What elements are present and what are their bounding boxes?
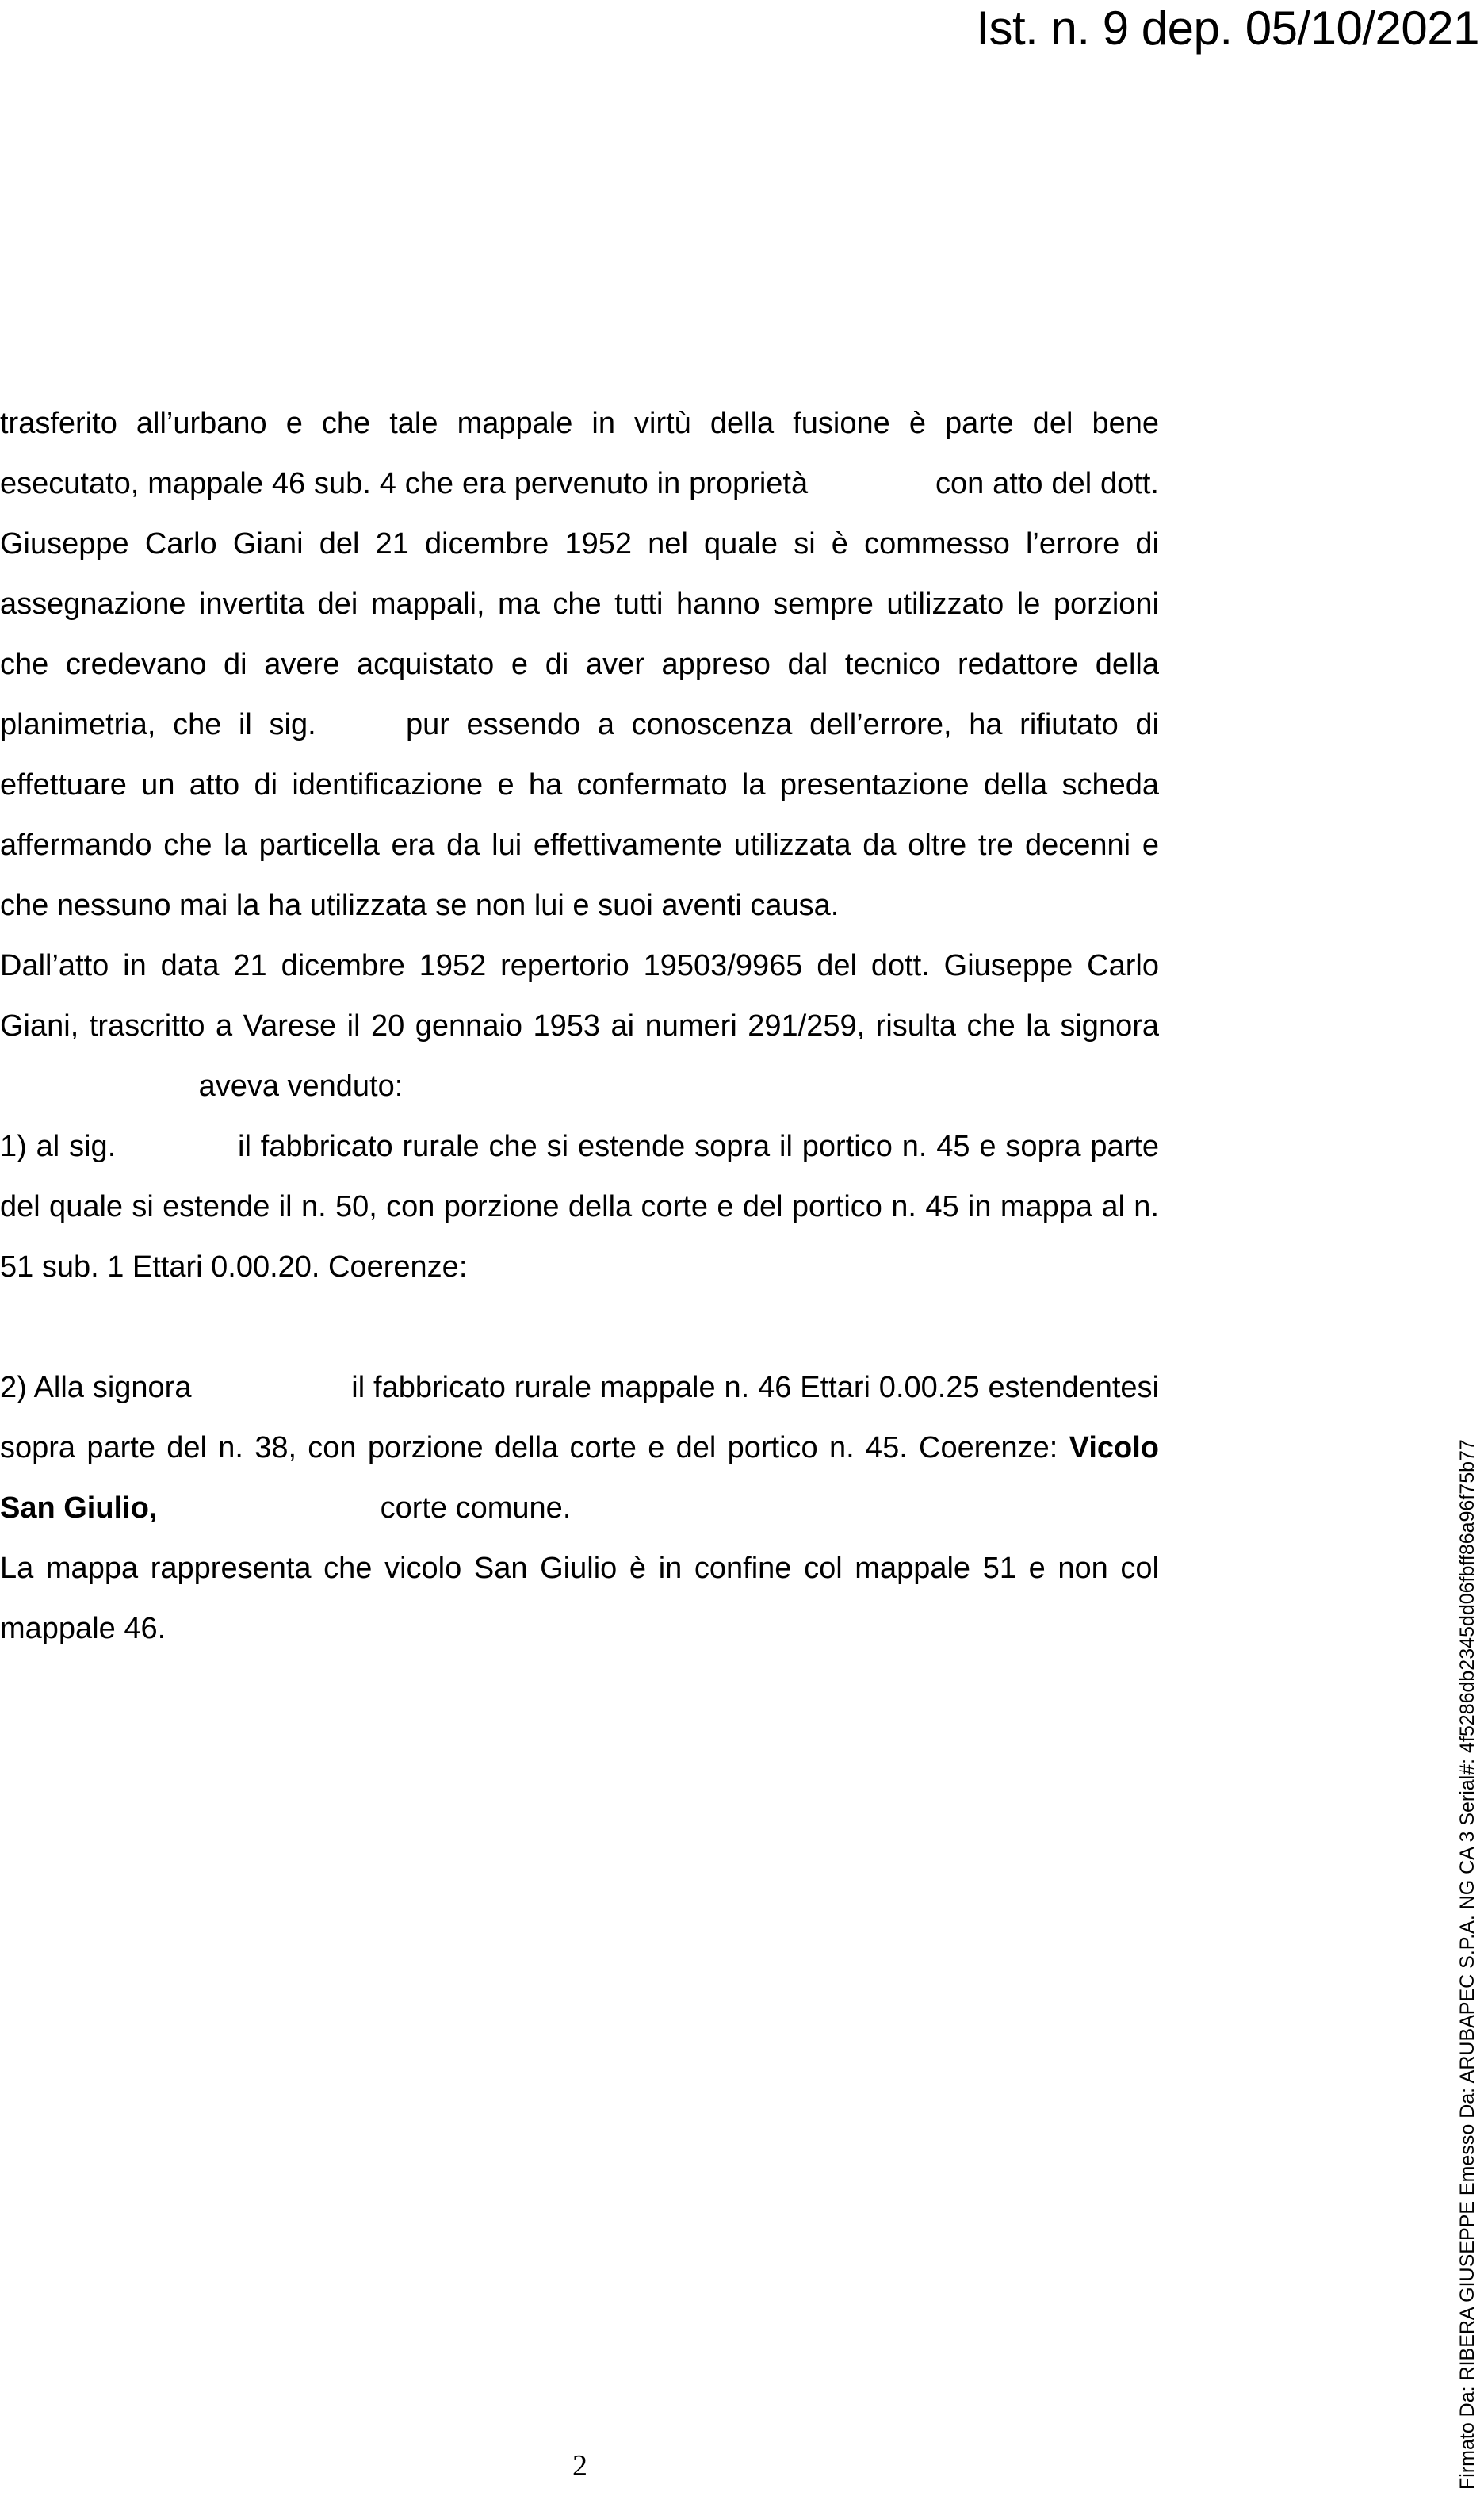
digital-signature: Firmato Da: RIBERA GIUSEPPE Emesso Da: ARUBAPEC S.P.A. NG CA 3 Serial#: 4f5286db2345dd06fbff86a96f75b77 [1456, 1439, 1478, 2490]
deposit-stamp: Ist. n. 9 dep. 05/10/2021 [976, 2, 1479, 55]
paragraph-3-text-b: il fabbricato rurale che si estende sopra il portico n. 45 e sopra parte del quale si estende il n. 50, con porzione della corte e del portico n. 45 in mappa al n. 51 sub. 1 Ettari 0.00.20. Coerenze: [0, 1130, 1159, 1284]
paragraph-2-text-b: aveva venduto: [198, 1070, 404, 1103]
page-number: 2 [572, 2449, 587, 2483]
paragraph-3 [0, 1116, 1159, 1297]
paragraph-2-text-a: Dall’atto in data 21 dicembre 1952 repertorio 19503/9965 del dott. Giuseppe Carlo Giani, trascritto a Varese il 20 gennaio 1953 ai numeri 291/259, risulta che la signora [0, 949, 1159, 1043]
paragraph-1-text-a: trasferito all’urbano e che tale mappale in virtù della fusione è parte del bene esecutato, mappale 46 sub. 4 che era pervenuto in proprietà [0, 407, 1159, 500]
paragraph-4 [0, 1357, 1159, 1538]
blank-line [0, 1297, 1159, 1357]
document-body [0, 393, 1159, 1659]
paragraph-1 [0, 393, 1159, 936]
paragraph-1-text-b: con atto del dott. Giuseppe Carlo Giani del 21 dicembre 1952 nel quale si è commesso l’errore di assegnazione invertita dei mappali, ma che tutti hanno sempre utilizzato le porzioni che credevano di avere acquistato e di aver appreso dal tecnico redattore della planimetria, che il sig. [0, 467, 1159, 741]
paragraph-4-text-c: corte comune. [380, 1491, 572, 1525]
paragraph-4-text-a: 2) Alla signora [0, 1371, 192, 1404]
paragraph-5: La mappa rappresenta che vicolo San Giulio è in confine col mappale 51 e non col mappale 46. [0, 1552, 1159, 1645]
paragraph-2 [0, 936, 1159, 1116]
street-name: Vicolo San Giulio, [0, 1431, 1159, 1525]
paragraph-3-text-a: 1) al sig. [0, 1130, 117, 1163]
paragraph-4-text-b: il fabbricato rurale mappale n. 46 Ettari 0.00.25 estendentesi sopra parte del n. 38, con porzione della corte e del portico n. 45. Coerenze: [0, 1371, 1159, 1464]
paragraph-1-text-c: pur essendo a conoscenza dell’errore, ha rifiutato di effettuare un atto di identificazione e ha confermato la presentazione della scheda affermando che la particella era da lui effettivamente utilizzata da oltre tre decenni e che nessuno mai la ha utilizzata se non lui e suoi aventi causa. [0, 708, 1160, 922]
